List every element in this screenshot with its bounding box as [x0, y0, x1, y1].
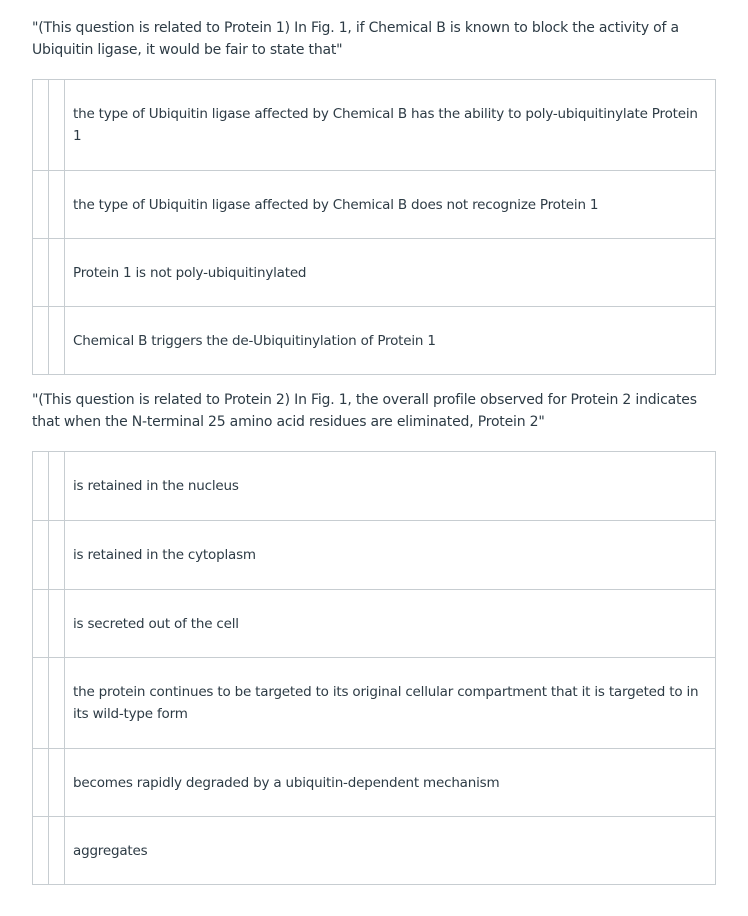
- answer-option[interactable]: [33, 816, 715, 884]
- answer-option[interactable]: [33, 170, 715, 238]
- question-1-answer-list: [32, 79, 716, 375]
- answer-select-column[interactable]: [49, 817, 65, 884]
- answer-marker-column: [33, 452, 49, 520]
- answer-label: the type of Ubiquitin ligase affected by Chemical B has the ability to poly-ubiquitinylate Protein 1: [73, 106, 698, 144]
- answer-select-column[interactable]: [49, 658, 65, 748]
- answer-marker-column: [33, 590, 49, 657]
- answer-marker-column: [33, 171, 49, 238]
- answer-option[interactable]: [33, 657, 715, 748]
- answer-label: Chemical B triggers the de-Ubiquitinylation of Protein 1: [73, 332, 436, 349]
- answer-select-column[interactable]: [49, 452, 65, 520]
- answer-label: Protein 1 is not poly-ubiquitinylated: [73, 264, 307, 281]
- question-2-prompt: "(This question is related to Protein 2) In Fig. 1, the overall profile observed for Protein 2 indicates that when the N-terminal 25 amino acid residues are eliminated, Protein 2": [32, 392, 697, 430]
- answer-marker-column: [33, 521, 49, 589]
- question-1-prompt: "(This question is related to Protein 1) In Fig. 1, if Chemical B is known to block the activity of a Ubiquitin ligase, it would be fair to state that": [32, 20, 679, 58]
- answer-select-column[interactable]: [49, 307, 65, 374]
- answer-option[interactable]: [33, 238, 715, 306]
- answer-option[interactable]: [33, 520, 715, 589]
- answer-marker-column: [33, 658, 49, 748]
- question-2-answer-list: [32, 451, 716, 885]
- answer-marker-column: [33, 817, 49, 884]
- answer-option[interactable]: [33, 748, 715, 816]
- answer-select-column[interactable]: [49, 171, 65, 238]
- answer-select-column[interactable]: [49, 749, 65, 816]
- answer-option[interactable]: [33, 452, 715, 520]
- answer-option[interactable]: [33, 80, 715, 170]
- answer-marker-column: [33, 80, 49, 170]
- answer-label: becomes rapidly degraded by a ubiquitin-dependent mechanism: [73, 774, 500, 791]
- answer-option[interactable]: [33, 589, 715, 657]
- answer-select-column[interactable]: [49, 80, 65, 170]
- answer-marker-column: [33, 239, 49, 306]
- answer-label: is secreted out of the cell: [73, 615, 239, 632]
- answer-label: aggregates: [73, 842, 148, 859]
- answer-option[interactable]: [33, 306, 715, 374]
- answer-select-column[interactable]: [49, 590, 65, 657]
- answer-marker-column: [33, 749, 49, 816]
- answer-label: is retained in the nucleus: [73, 478, 239, 494]
- answer-label: the type of Ubiquitin ligase affected by Chemical B does not recognize Protein 1: [73, 196, 599, 213]
- answer-label: the protein continues to be targeted to its original cellular compartment that it is targeted to in its wild-type form: [73, 684, 699, 722]
- answer-select-column[interactable]: [49, 239, 65, 306]
- answer-marker-column: [33, 307, 49, 374]
- answer-label: is retained in the cytoplasm: [73, 547, 256, 563]
- answer-select-column[interactable]: [49, 521, 65, 589]
